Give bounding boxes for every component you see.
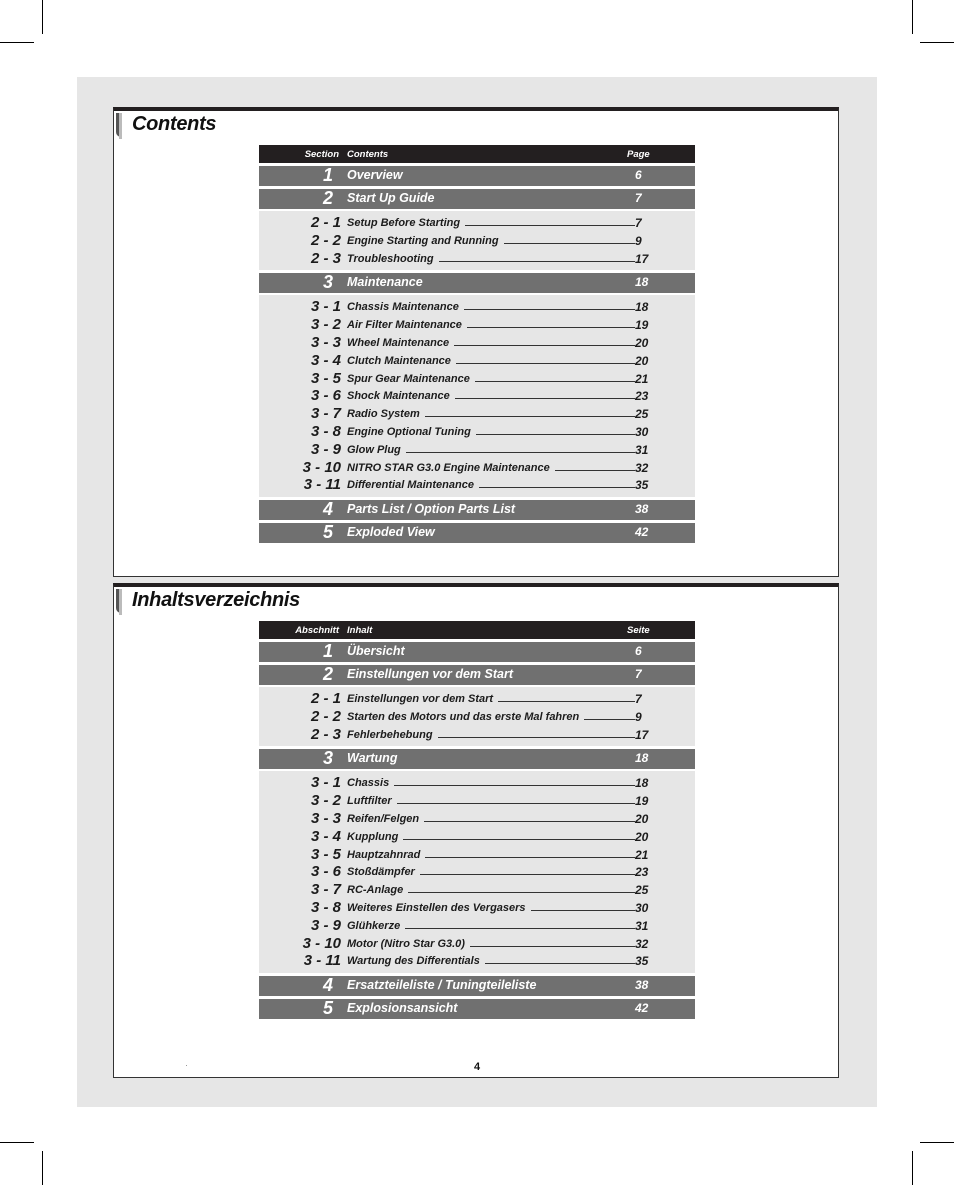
entry-title: Troubleshooting xyxy=(347,252,434,265)
toc-entry[interactable] xyxy=(259,810,695,828)
section-page: 42 xyxy=(635,525,649,540)
entry-title: Engine Optional Tuning xyxy=(347,425,471,438)
section-number: 4 xyxy=(322,499,333,520)
entry-number: 3 - 3 xyxy=(310,809,341,827)
entry-title: Wartung des Differentials xyxy=(347,955,480,968)
entry-title: Luftfilter xyxy=(347,795,392,808)
section-title: Ersatzteileliste / Tuningteileliste xyxy=(347,978,537,993)
entry-title: Reifen/Felgen xyxy=(347,812,420,825)
crop-mark xyxy=(0,42,34,43)
header-contents: Contents xyxy=(347,149,389,160)
toc-entry[interactable] xyxy=(259,232,695,250)
section-number: 1 xyxy=(322,641,333,661)
subsection-list xyxy=(259,211,695,270)
leader-line xyxy=(405,928,635,929)
entry-title: Motor (Nitro Star G3.0) xyxy=(347,937,465,950)
entry-title: Kupplung xyxy=(347,830,399,843)
entry-page: 9 xyxy=(635,709,642,724)
entry-title: Wheel Maintenance xyxy=(347,336,450,349)
crop-mark xyxy=(42,0,43,34)
entry-title: Engine Starting and Running xyxy=(347,234,499,247)
entry-number: 3 - 2 xyxy=(310,792,341,810)
entry-number: 3 - 4 xyxy=(310,827,341,845)
toc-table xyxy=(259,145,695,543)
section-band[interactable] xyxy=(259,976,695,996)
leader-line xyxy=(498,701,635,702)
leader-line xyxy=(470,946,635,947)
entry-title: Air Filter Maintenance xyxy=(347,319,462,332)
entry-page: 35 xyxy=(635,478,649,493)
entry-number: 3 - 6 xyxy=(310,387,341,405)
leader-line xyxy=(420,874,635,875)
section-band[interactable] xyxy=(259,189,695,209)
section-band[interactable] xyxy=(259,500,695,520)
toc-entry[interactable] xyxy=(259,899,695,917)
leader-line xyxy=(439,261,635,262)
entry-number: 3 - 7 xyxy=(310,405,341,423)
section-band[interactable] xyxy=(259,665,695,685)
toc-entry[interactable] xyxy=(259,690,695,708)
leader-line xyxy=(485,963,635,964)
section-title: Maintenance xyxy=(347,275,423,290)
leader-line xyxy=(504,243,635,244)
toc-entry[interactable] xyxy=(259,441,695,459)
entry-page: 18 xyxy=(635,776,649,791)
entry-number: 3 - 2 xyxy=(310,316,341,334)
leader-line xyxy=(584,719,635,720)
section-number: 5 xyxy=(322,998,333,1019)
entry-number: 3 - 4 xyxy=(310,351,341,369)
entry-number: 3 - 11 xyxy=(303,476,341,494)
entry-title: RC-Anlage xyxy=(347,884,404,897)
entry-title: Spur Gear Maintenance xyxy=(347,372,470,385)
section-page: 7 xyxy=(635,667,642,681)
leader-line xyxy=(425,857,635,858)
entry-page: 7 xyxy=(635,692,642,706)
toc-entry[interactable] xyxy=(259,423,695,441)
toc-entry[interactable] xyxy=(259,250,695,268)
entry-title: Glühkerze xyxy=(347,919,401,932)
leader-line xyxy=(403,839,635,840)
subsection-list xyxy=(259,295,695,497)
entry-page: 31 xyxy=(635,442,649,457)
section-number: 3 xyxy=(322,272,333,293)
section-title: Einstellungen vor dem Start xyxy=(347,667,514,681)
toc-entry[interactable] xyxy=(259,298,695,316)
crop-mark xyxy=(912,0,913,34)
header-page: Page xyxy=(627,149,650,160)
section-number: 5 xyxy=(322,522,333,543)
entry-number: 2 - 1 xyxy=(310,214,341,231)
leader-line xyxy=(467,327,635,328)
crop-mark xyxy=(920,42,954,43)
entry-number: 2 - 2 xyxy=(310,707,341,725)
toc-entry[interactable] xyxy=(259,726,695,744)
entry-page: 17 xyxy=(635,251,649,266)
toc-entry[interactable] xyxy=(259,708,695,726)
entry-title: Hauptzahnrad xyxy=(347,848,421,861)
leader-line xyxy=(464,309,635,310)
section-title: Start Up Guide xyxy=(347,191,435,205)
entry-page: 32 xyxy=(635,936,649,951)
section-title: Wartung xyxy=(347,751,398,766)
contents-panel xyxy=(113,107,839,577)
toc-entry[interactable] xyxy=(259,828,695,846)
entry-number: 3 - 5 xyxy=(310,845,341,863)
title-accent-icon xyxy=(116,113,124,139)
entry-page: 17 xyxy=(635,727,649,742)
entry-number: 3 - 8 xyxy=(310,898,341,916)
entry-title: Shock Maintenance xyxy=(347,390,450,403)
entry-title: Chassis xyxy=(347,777,390,790)
crop-mark xyxy=(0,1142,34,1143)
entry-page: 32 xyxy=(635,460,649,475)
section-number: 2 xyxy=(322,188,333,208)
entry-number: 3 - 10 xyxy=(302,934,341,952)
section-title: Overview xyxy=(347,168,403,182)
entry-number: 3 - 1 xyxy=(310,774,341,792)
section-band[interactable] xyxy=(259,642,695,662)
toc-header xyxy=(259,145,695,163)
toc-entry[interactable] xyxy=(259,459,695,477)
subsection-list xyxy=(259,687,695,746)
entry-page: 18 xyxy=(635,300,649,315)
toc-entry[interactable] xyxy=(259,846,695,864)
entry-page: 20 xyxy=(635,811,649,826)
entry-number: 3 - 5 xyxy=(310,369,341,387)
entry-page: 20 xyxy=(635,829,649,844)
toc-entry[interactable] xyxy=(259,352,695,370)
entry-page: 20 xyxy=(635,335,649,350)
entry-page: 35 xyxy=(635,954,649,969)
entry-title: Starten des Motors und das erste Mal fahren xyxy=(347,710,580,723)
entry-number: 2 - 1 xyxy=(310,690,341,707)
entry-title: Clutch Maintenance xyxy=(347,354,451,367)
leader-line xyxy=(406,452,635,453)
section-page: 38 xyxy=(635,502,649,517)
entry-title: NITRO STAR G3.0 Engine Maintenance xyxy=(347,461,550,474)
entry-number: 2 - 3 xyxy=(310,725,341,743)
leader-line xyxy=(555,470,635,471)
toc-entry[interactable] xyxy=(259,405,695,423)
crop-mark xyxy=(42,1151,43,1185)
leader-line xyxy=(475,381,635,382)
entry-page: 19 xyxy=(635,794,649,809)
leader-line xyxy=(408,892,635,893)
crop-mark xyxy=(920,1142,954,1143)
header-section: Section xyxy=(304,149,339,160)
entry-number: 3 - 3 xyxy=(310,333,341,351)
section-number: 3 xyxy=(322,748,333,769)
entry-page: 23 xyxy=(635,389,649,404)
section-page: 7 xyxy=(635,191,642,205)
section-title: Exploded View xyxy=(347,525,435,540)
leader-line xyxy=(394,785,635,786)
section-title: Übersicht xyxy=(347,644,405,658)
stray-dot xyxy=(186,1065,187,1066)
section-band[interactable] xyxy=(259,749,695,769)
entry-page: 25 xyxy=(635,883,649,898)
entry-number: 2 - 3 xyxy=(310,249,341,267)
section-band[interactable] xyxy=(259,523,695,543)
section-page: 18 xyxy=(635,275,649,290)
toc-entry[interactable] xyxy=(259,935,695,953)
toc-header xyxy=(259,621,695,639)
toc-entry[interactable] xyxy=(259,917,695,935)
section-band[interactable] xyxy=(259,166,695,186)
entry-number: 3 - 8 xyxy=(310,422,341,440)
entry-page: 7 xyxy=(635,216,642,230)
entry-number: 3 - 9 xyxy=(310,916,341,934)
entry-number: 3 - 1 xyxy=(310,298,341,316)
section-title: Explosionsansicht xyxy=(347,1001,458,1016)
section-page: 6 xyxy=(635,168,642,182)
entry-number: 3 - 7 xyxy=(310,881,341,899)
toc-entry[interactable] xyxy=(259,792,695,810)
leader-line xyxy=(531,910,635,911)
page-number: 4 xyxy=(473,1061,481,1073)
entry-page: 31 xyxy=(635,918,649,933)
toc-entry[interactable] xyxy=(259,863,695,881)
leader-line xyxy=(465,225,635,226)
toc-entry[interactable] xyxy=(259,881,695,899)
section-page: 6 xyxy=(635,644,642,658)
leader-line xyxy=(476,434,635,435)
toc-entry[interactable] xyxy=(259,774,695,792)
entry-title: Fehlerbehebung xyxy=(347,728,433,741)
section-number: 2 xyxy=(322,664,333,684)
entry-number: 3 - 9 xyxy=(310,440,341,458)
entry-page: 23 xyxy=(635,865,649,880)
toc-table xyxy=(259,621,695,1019)
leader-line xyxy=(479,487,635,488)
entry-number: 3 - 6 xyxy=(310,863,341,881)
leader-line xyxy=(455,398,635,399)
section-page: 18 xyxy=(635,751,649,766)
header-page: Seite xyxy=(627,625,650,636)
entry-title: Stoßdämpfer xyxy=(347,866,415,879)
section-page: 42 xyxy=(635,1001,649,1016)
section-band[interactable] xyxy=(259,999,695,1019)
entry-page: 19 xyxy=(635,318,649,333)
section-band[interactable] xyxy=(259,273,695,293)
entry-title: Chassis Maintenance xyxy=(347,301,459,314)
header-section: Abschnitt xyxy=(295,625,339,636)
toc-entry[interactable] xyxy=(259,387,695,405)
leader-line xyxy=(397,803,635,804)
entry-page: 30 xyxy=(635,424,649,439)
leader-line xyxy=(424,821,635,822)
toc-entry[interactable] xyxy=(259,334,695,352)
section-number: 1 xyxy=(322,165,333,185)
section-title: Parts List / Option Parts List xyxy=(347,502,516,517)
entry-page: 21 xyxy=(635,847,649,862)
header-contents: Inhalt xyxy=(347,625,373,636)
toc-entry[interactable] xyxy=(259,214,695,232)
entry-number: 3 - 11 xyxy=(303,952,341,970)
leader-line xyxy=(425,416,635,417)
entry-page: 20 xyxy=(635,353,649,368)
entry-number: 3 - 10 xyxy=(302,458,341,476)
entry-number: 2 - 2 xyxy=(310,231,341,249)
panel-title: Inhaltsverzeichnis xyxy=(132,589,300,611)
entry-page: 30 xyxy=(635,900,649,915)
toc-entry[interactable] xyxy=(259,316,695,334)
entry-title: Glow Plug xyxy=(347,443,401,456)
entry-title: Setup Before Starting xyxy=(347,217,461,229)
panel-title: Contents xyxy=(132,113,217,135)
toc-entry[interactable] xyxy=(259,370,695,388)
toc-entry[interactable] xyxy=(259,476,695,494)
subsection-list xyxy=(259,771,695,973)
leader-line xyxy=(456,363,635,364)
entry-page: 25 xyxy=(635,407,649,422)
entry-page: 9 xyxy=(635,233,642,248)
entry-title: Differential Maintenance xyxy=(347,479,474,492)
inhaltsverzeichnis-panel xyxy=(113,583,839,1078)
entry-title: Weiteres Einstellen des Vergasers xyxy=(347,901,526,914)
entry-title: Einstellungen vor dem Start xyxy=(347,693,494,705)
leader-line xyxy=(454,345,635,346)
title-accent-icon xyxy=(116,589,124,615)
section-page: 38 xyxy=(635,978,649,993)
crop-mark xyxy=(912,1151,913,1185)
entry-page: 21 xyxy=(635,371,649,386)
leader-line xyxy=(438,737,635,738)
entry-title: Radio System xyxy=(347,408,420,421)
toc-entry[interactable] xyxy=(259,952,695,970)
section-number: 4 xyxy=(322,975,333,996)
